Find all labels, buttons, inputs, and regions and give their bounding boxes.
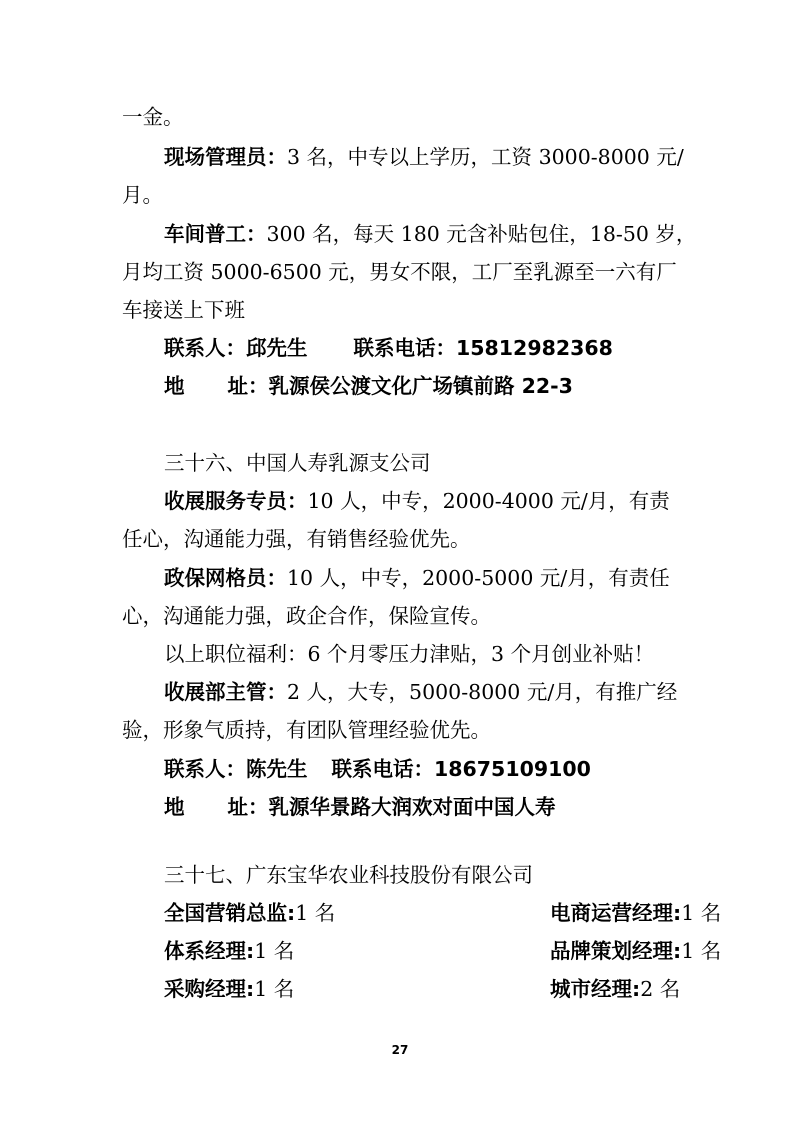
text-line: 车接送上下班 (122, 298, 245, 322)
text-line: 月。 (122, 183, 163, 207)
address-line: 地 址：乳源华景路大润欢对面中国人寿 (164, 795, 556, 819)
section-title: 三十七、广东宝华农业科技股份有限公司 (164, 863, 533, 887)
job-line-supervisor: 收展部主管：2 人，大专，5000-8000 元/月，有推广经 (164, 680, 678, 704)
job-row: 采购经理:1 名 城市经理:2 名 (164, 977, 681, 1001)
address-line: 地 址：乳源侯公渡文化广场镇前路 22-3 (164, 374, 573, 398)
text-line: 一金。 (122, 105, 184, 129)
job-row: 体系经理:1 名 品牌策划经理:1 名 (164, 939, 722, 963)
benefits-line: 以上职位福利：6 个月零压力津贴，3 个月创业补贴！ (164, 642, 655, 666)
job-line-service-specialist: 收展服务专员：10 人，中专，2000-4000 元/月，有责 (164, 489, 670, 513)
page-number: 27 (391, 1043, 409, 1057)
text-line: 任心，沟通能力强，有销售经验优先。 (122, 527, 471, 551)
job-line-site-manager: 现场管理员：3 名，中专以上学历，工资 3000-8000 元/ (164, 145, 684, 169)
text-line: 验，形象气质持，有团队管理经验优先。 (122, 718, 491, 742)
text-line: 心，沟通能力强，政企合作，保险宣传。 (122, 604, 491, 628)
contact-line: 联系人：邱先生 联系电话：15812982368 (164, 336, 613, 360)
section-title: 三十六、中国人寿乳源支公司 (164, 451, 431, 475)
job-line-workshop-worker: 车间普工：300 名，每天 180 元含补贴包住，18-50 岁， (164, 222, 697, 246)
contact-line: 联系人：陈先生 联系电话：18675109100 (164, 757, 591, 781)
job-line-grid-agent: 政保网格员：10 人，中专，2000-5000 元/月，有责任 (164, 566, 670, 590)
job-row: 全国营销总监:1 名 电商运营经理:1 名 (164, 901, 722, 925)
text-line: 月均工资 5000-6500 元，男女不限，工厂至乳源至一六有厂 (122, 260, 677, 284)
